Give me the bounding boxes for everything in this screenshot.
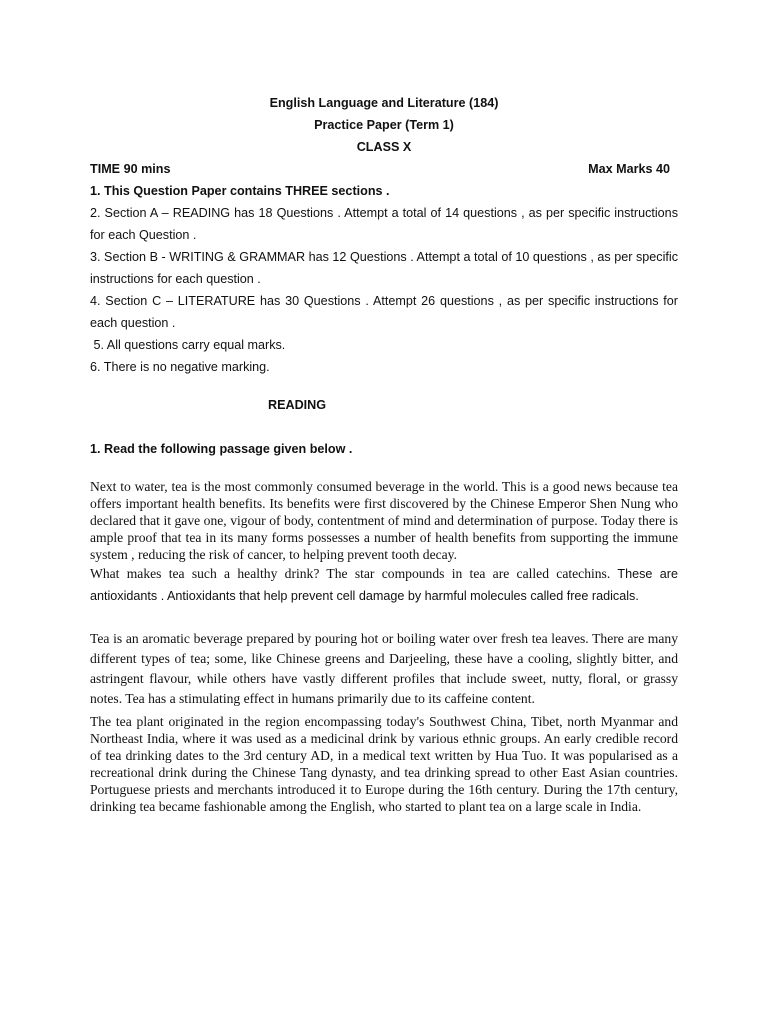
instruction-item: 2. Section A – READING has 18 Questions . Attempt a total of 14 questions , as per specific instructions for each Question .	[90, 206, 678, 242]
passage-paragraph	[90, 563, 678, 607]
section-heading-reading: READING	[268, 398, 327, 412]
instruction-item: 5. All questions carry equal marks.	[90, 338, 286, 352]
document-page	[90, 92, 678, 815]
time-label: TIME 90 mins	[90, 162, 171, 176]
passage-paragraph: Next to water, tea is the most commonly consumed beverage in the world. This is a good news because tea offers important health benefits. Its benefits were first discovered by the Chinese Emperor Shen Nung who declared that it gave one, vigour of body, contentment of mind and determination of purpose. Today there is ample proof that tea in its many forms possesses a number of health benefits from supporting the immune system , reducing the risk of cancer, to helping prevent tooth decay.	[90, 479, 678, 562]
instruction-item: 4. Section C – LITERATURE has 30 Questions . Attempt 26 questions , as per specific instructions for each question .	[90, 294, 678, 330]
instruction-item: 1. This Question Paper contains THREE sections .	[90, 184, 390, 198]
max-marks-label: Max Marks 40	[588, 162, 670, 176]
instruction-item: 3. Section B - WRITING & GRAMMAR has 12 Questions . Attempt a total of 10 questions , as per specific instructions for each question .	[90, 250, 678, 286]
paper-header	[90, 92, 678, 158]
passage-text-sans: These are antioxidants . Antioxidants that help prevent cell damage by harmful molecules called free radicals.	[90, 567, 679, 603]
passage-paragraph: The tea plant originated in the region encompassing today's Southwest China, Tibet, north Myanmar and Northeast India, where it was used as a medicinal drink by various ethnic groups. An early credible record of tea drinking dates to the 3rd century AD, in a medical text written by Hua Tuo. It was popularised as a recreational drink during the Chinese Tang dynasty, and tea drinking spread to other East Asian countries. Portuguese priests and merchants introduced it to Europe during the 16th century. During the 17th century, drinking tea became fashionable among the English, who started to plant tea on a large scale in India.	[90, 714, 678, 814]
passage-text-serif: What makes tea such a healthy drink? The star compounds in tea are called catechins.	[90, 566, 611, 581]
time-marks-row	[90, 158, 678, 180]
passage-paragraph: Tea is an aromatic beverage prepared by pouring hot or boiling water over fresh tea leaves. There are many different types of tea; some, like Chinese greens and Darjeeling, these have a cooling, slightly bitter, and astringent flavour, while others have vastly different profiles that include sweet, nutty, floral, or grassy notes. Tea has a stimulating effect in humans primarily due to its caffeine content.	[90, 631, 678, 706]
paper-title: English Language and Literature (184)	[269, 96, 499, 110]
class-label: CLASS X	[356, 140, 412, 154]
question-prompt: 1. Read the following passage given below .	[90, 442, 353, 456]
instructions-list	[90, 180, 678, 378]
reading-passage	[90, 478, 678, 815]
instruction-item: 6. There is no negative marking.	[90, 360, 270, 374]
paper-subtitle: Practice Paper (Term 1)	[314, 118, 454, 132]
